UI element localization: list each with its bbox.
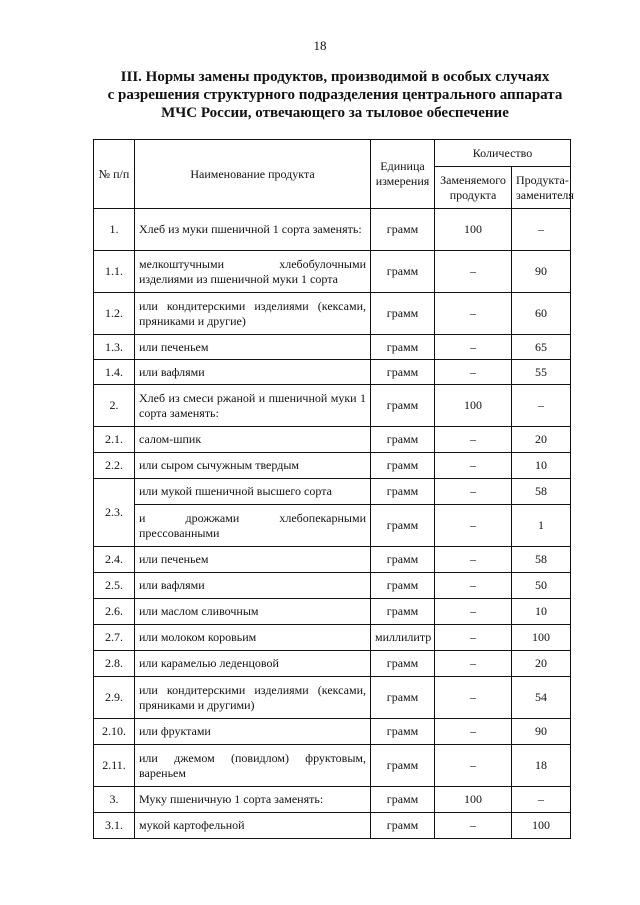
table-row <box>94 360 571 385</box>
substitute-amount: 10 <box>512 453 571 479</box>
unit: грамм <box>371 335 435 360</box>
table-row <box>94 293 571 335</box>
row-number: 2.4. <box>94 547 135 573</box>
unit: грамм <box>371 787 435 813</box>
table-row <box>94 745 571 787</box>
row-number: 2.2. <box>94 453 135 479</box>
unit: грамм <box>371 293 435 335</box>
row-number: 2.10. <box>94 719 135 745</box>
replaced-amount: – <box>435 505 512 547</box>
unit: грамм <box>371 573 435 599</box>
product-name: или вафлями <box>135 360 371 385</box>
product-name: или печеньем <box>135 335 371 360</box>
product-name: мелкоштучными хлебобулочными изделиями из пшеничной муки 1 сорта <box>135 251 371 293</box>
table-row <box>94 385 571 427</box>
page-number: 18 <box>313 38 327 53</box>
heading-line-1: III. Нормы замены продуктов, производимой в особых случаях <box>120 69 550 85</box>
table-row <box>94 719 571 745</box>
product-name: или печеньем <box>135 547 371 573</box>
replaced-amount: – <box>435 745 512 787</box>
product-name: Хлеб из муки пшеничной 1 сорта заменять: <box>135 209 371 251</box>
replaced-amount: – <box>435 651 512 677</box>
replaced-amount: 100 <box>435 787 512 813</box>
replaced-amount: – <box>435 335 512 360</box>
unit: грамм <box>371 385 435 427</box>
product-name: Хлеб из смеси ржаной и пшеничной муки 1 сорта заменять: <box>135 385 371 427</box>
table-row <box>94 209 571 251</box>
table-row <box>94 599 571 625</box>
product-name: салом-шпик <box>135 427 371 453</box>
header-substitute-product: Продукта-заменителя <box>512 167 571 209</box>
product-name: или карамелью леденцовой <box>135 651 371 677</box>
substitute-amount: 10 <box>512 599 571 625</box>
unit: грамм <box>371 505 435 547</box>
replaced-amount: 100 <box>435 385 512 427</box>
substitute-amount: 100 <box>512 625 571 651</box>
unit: грамм <box>371 813 435 839</box>
heading-line-3: МЧС России, отвечающего за тыловое обеспечение <box>161 105 509 121</box>
row-number: 2.3. <box>94 479 135 547</box>
row-number: 1.4. <box>94 360 135 385</box>
table-header <box>94 140 574 209</box>
table-row <box>94 651 571 677</box>
unit: грамм <box>371 651 435 677</box>
replaced-amount: – <box>435 599 512 625</box>
replaced-amount: – <box>435 479 512 505</box>
table-row <box>94 625 571 651</box>
row-number: 2.8. <box>94 651 135 677</box>
substitute-amount: 1 <box>512 505 571 547</box>
substitution-norms-table <box>93 139 574 839</box>
substitute-amount: 18 <box>512 745 571 787</box>
replaced-amount: – <box>435 573 512 599</box>
substitute-amount: 20 <box>512 651 571 677</box>
unit: грамм <box>371 251 435 293</box>
replaced-amount: – <box>435 293 512 335</box>
substitute-amount: – <box>512 787 571 813</box>
product-name: или вафлями <box>135 573 371 599</box>
product-name: или сыром сычужным твердым <box>135 453 371 479</box>
substitute-amount: 90 <box>512 251 571 293</box>
unit: миллилитр <box>371 625 435 651</box>
unit: грамм <box>371 745 435 787</box>
replaced-amount: – <box>435 251 512 293</box>
substitute-amount: – <box>512 385 571 427</box>
unit: грамм <box>371 599 435 625</box>
row-number: 1.1. <box>94 251 135 293</box>
row-number: 2.9. <box>94 677 135 719</box>
unit: грамм <box>371 209 435 251</box>
unit: грамм <box>371 427 435 453</box>
table-row <box>94 505 571 547</box>
substitute-amount: 100 <box>512 813 571 839</box>
header-replaced-product: Заменяемого продукта <box>435 167 512 209</box>
row-number: 2.1. <box>94 427 135 453</box>
row-number: 3.1. <box>94 813 135 839</box>
table-body <box>94 209 571 839</box>
substitute-amount: 58 <box>512 479 571 505</box>
unit: грамм <box>371 453 435 479</box>
table-row <box>94 453 571 479</box>
product-name: или фруктами <box>135 719 371 745</box>
product-name: или молоком коровьим <box>135 625 371 651</box>
product-name: или маслом сливочным <box>135 599 371 625</box>
table-row <box>94 251 571 293</box>
table-row <box>94 547 571 573</box>
replaced-amount: – <box>435 677 512 719</box>
substitute-amount: 55 <box>512 360 571 385</box>
row-number: 2.7. <box>94 625 135 651</box>
table-row <box>94 813 571 839</box>
row-number: 2. <box>94 385 135 427</box>
product-name: и дрожжами хлебопекарными прессованными <box>135 505 371 547</box>
unit: грамм <box>371 547 435 573</box>
row-number: 2.6. <box>94 599 135 625</box>
substitute-amount: 50 <box>512 573 571 599</box>
replaced-amount: – <box>435 427 512 453</box>
row-number: 2.5. <box>94 573 135 599</box>
substitute-amount: 90 <box>512 719 571 745</box>
table-row <box>94 427 571 453</box>
replaced-amount: – <box>435 453 512 479</box>
table-row <box>94 335 571 360</box>
substitute-amount: 65 <box>512 335 571 360</box>
replaced-amount: – <box>435 813 512 839</box>
row-number: 2.11. <box>94 745 135 787</box>
unit: грамм <box>371 360 435 385</box>
product-name: или мукой пшеничной высшего сорта <box>135 479 371 505</box>
row-number: 1. <box>94 209 135 251</box>
header-unit: Единица измерения <box>371 140 435 209</box>
product-name: мукой картофельной <box>135 813 371 839</box>
substitute-amount: 60 <box>512 293 571 335</box>
row-number: 3. <box>94 787 135 813</box>
table-row <box>94 677 571 719</box>
section-heading <box>90 68 580 122</box>
product-name: или джемом (повидлом) фруктовым, вареньем <box>135 745 371 787</box>
table-row <box>94 479 571 505</box>
product-name: или кондитерскими изделиями (кексами, пряниками и другими) <box>135 677 371 719</box>
product-name: или кондитерскими изделиями (кексами, пряниками и другие) <box>135 293 371 335</box>
substitute-amount: 20 <box>512 427 571 453</box>
replaced-amount: – <box>435 719 512 745</box>
substitute-amount: – <box>512 209 571 251</box>
substitute-amount: 54 <box>512 677 571 719</box>
replaced-amount: – <box>435 547 512 573</box>
row-number: 1.2. <box>94 293 135 335</box>
row-number: 1.3. <box>94 335 135 360</box>
unit: грамм <box>371 677 435 719</box>
replaced-amount: – <box>435 625 512 651</box>
table-row <box>94 573 571 599</box>
substitute-amount: 58 <box>512 547 571 573</box>
heading-line-2: с разрешения структурного подразделения центрального аппарата <box>107 87 563 103</box>
table-row <box>94 787 571 813</box>
header-quantity: Количество <box>435 140 571 167</box>
unit: грамм <box>371 479 435 505</box>
unit: грамм <box>371 719 435 745</box>
header-product-name: Наименование продукта <box>135 140 371 209</box>
header-number: № п/п <box>94 140 135 209</box>
product-name: Муку пшеничную 1 сорта заменять: <box>135 787 371 813</box>
replaced-amount: – <box>435 360 512 385</box>
replaced-amount: 100 <box>435 209 512 251</box>
